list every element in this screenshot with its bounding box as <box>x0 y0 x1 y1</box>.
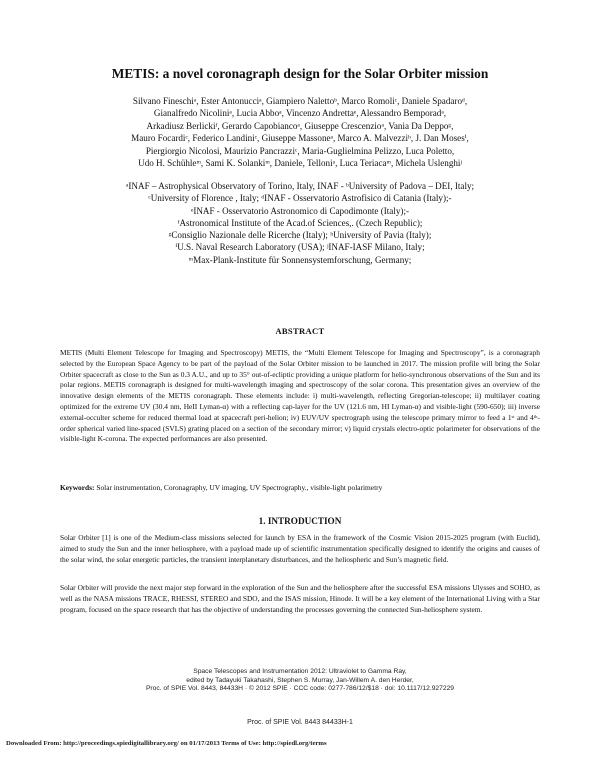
keywords-label: Keywords: <box>60 483 95 492</box>
affiliation-line: ⁱU.S. Naval Research Laboratory (USA); ʲINAF-IASF Milano, Italy; <box>175 242 425 253</box>
footer-line: Proc. of SPIE Vol. 8443, 84433H · © 2012 SPIE · CCC code: 0277-786/12/$18 · doi: 10.1117/12.927229 <box>145 685 455 693</box>
footer-line: Space Telescopes and Instrumentation 2012: Ultraviolet to Gamma Ray, <box>193 668 407 675</box>
author-list <box>70 95 530 169</box>
keywords <box>60 483 540 493</box>
intro-paragraph-2: Solar Orbiter will provide the next major step forward in the exploration of the Sun and the heliosphere after the successful ESA missions Ulysses and SOHO, as well as the NASA missions TRACE, RHESSI, STEREO and SDO, and the ISAS mission, Hinode. It will be a key element of the International Living with a Star program, focused on the space research that has the objective of understanding the processes governing the connected Sun-heliosphere system. <box>60 583 540 614</box>
section-heading: 1. INTRODUCTION <box>258 516 342 526</box>
footer-line: edited by Tadayuki Takahashi, Stephen S. Murray, Jan-Willem A. den Herder, <box>186 676 414 684</box>
download-notice: Downloaded From: http://proceedings.spiedigitallibrary.org/ on 01/17/2013 Terms of Use: http://spiedl.org/terms <box>6 740 327 747</box>
affiliation-line: ᵃINAF – Astrophysical Observatory of Torino, Italy, INAF - ᵇUniversity of Padova – DEI, Italy; <box>125 181 475 191</box>
affiliation-line: ᵍConsiglio Nazionale delle Ricerche (Italy); ʰUniversity of Pavia (Italy); <box>168 230 432 241</box>
author-line: Udo H. Schühleᵐ, Sami K. Solankiᵐ, Daniele, Telloniᵃ, Luca Teriacaᵐ, Michela Uslenghiʲ <box>138 158 462 169</box>
author-line: Arkadiusz Berlickiᶠ, Gerardo Capobiancoᵃ, Giuseppe Crescenzioᵃ, Vania Da Deppoᵍ, <box>146 120 454 131</box>
author-line: Gianalfredo Nicoliniᵃ, Lucia Abboᵃ, Vincenzo Andrettaᵉ, Alessandro Bemporadᵃ, <box>153 108 447 119</box>
citation-footer <box>60 668 540 694</box>
author-line: Silvano Fineschiᵃ, Ester Antonucciᵃ, Giampiero Nalettoᵇ, Marco Romoliᶜ, Daniele Spadaroᵈ, <box>132 96 468 106</box>
affiliation-line: ᶠAstronomical Institute of the Acad.of Sciences,. (Czech Republic); <box>177 217 423 228</box>
abstract-heading: ABSTRACT <box>275 326 325 336</box>
affiliation-line: ᶜUniversity of Florence , Italy; ᵈINAF - Osservatorio Astrofisico di Catania (Italy);- <box>148 193 452 204</box>
author-line: Mauro Focardiᶜ, Federico Landiniᶜ, Giuseppe Massoneᵃ, Marco A. Malvezziʰ, J. Dan Mosesⁱ, <box>131 133 469 144</box>
intro-paragraph-1: Solar Orbiter [1] is one of the Medium-class missions selected for launch by ESA in the framework of the Cosmic Vision 2015-2025 program (with Euclid), aimed to study the Sun and the inner heliosphere, with a payload made up of scientific instrumentation specifically designed to identify the origins and causes of the solar wind, the solar energetic particles, the transient interplanetary disturbances, and the heliospheric and Sun’s magnetic field. <box>60 533 540 564</box>
abstract-text: METIS (Multi Element Telescope for Imaging and Spectroscopy) METIS, the “Multi Element Telescope for Imaging and Spectroscopy”, is a coronagraph selected by the European Space Agency to be part of the payload of the Solar Orbiter mission to be launched in 2017. The mission profile will bring the Solar Orbiter spacecraft as close to the Sun as 0.3 A.U., and up to 35° out-of-ecliptic providing a unique platform for helio-synchronous observations of the Sun and its polar regions. METIS coronagraph is designed for multi-wavelength imaging and spectroscopy of the solar corona. This presentation gives an overview of the innovative design elements of the METIS coronagraph. These elements include: i) multi-wavelength, reflecting Gregorian-telescope; ii) multilayer coating optimized for the extreme UV (30.4 nm, HeII Lyman-α) with a reflecting cap-layer for the UV (121.6 nm, HI Lyman-α) and visible-light (590-650); iii) inverse external-occulter scheme for reduced thermal load at spacecraft peri-helion; iv) EUV/UV spectrograph using the telescope primary mirror to feed a 1ˢᵗ and 4ᵗʰ-order spherical varied line-spaced (SVLS) grating placed on a section of the secondary mirror; v) liquid crystals electro-optic polarimeter for observations of the visible-light K-corona. The expected performances are also presented. <box>60 348 540 444</box>
affiliation-line: ᵉINAF - Osservatorio Astronomico di Capodimonte (Italy);- <box>190 205 410 216</box>
page-number: Proc. of SPIE Vol. 8443 84433H-1 <box>247 719 353 726</box>
author-line: Piergiorgio Nicolosi, Maurizio Pancrazziᶜ, Maria-Guglielmina Pelizzo, Luca Poletto, <box>145 145 455 156</box>
affiliation-line: ᵐMax-Plank-Institute für Sonnensystemforschung, Germany; <box>188 254 412 265</box>
paper-title: METIS: a novel coronagraph design for the Solar Orbiter mission <box>111 66 489 81</box>
keywords-text: Solar instrumentation, Coronagraphy, UV imaging, UV Spectrography., visible-light polarimetry <box>96 483 383 492</box>
affiliation-list <box>70 180 530 266</box>
